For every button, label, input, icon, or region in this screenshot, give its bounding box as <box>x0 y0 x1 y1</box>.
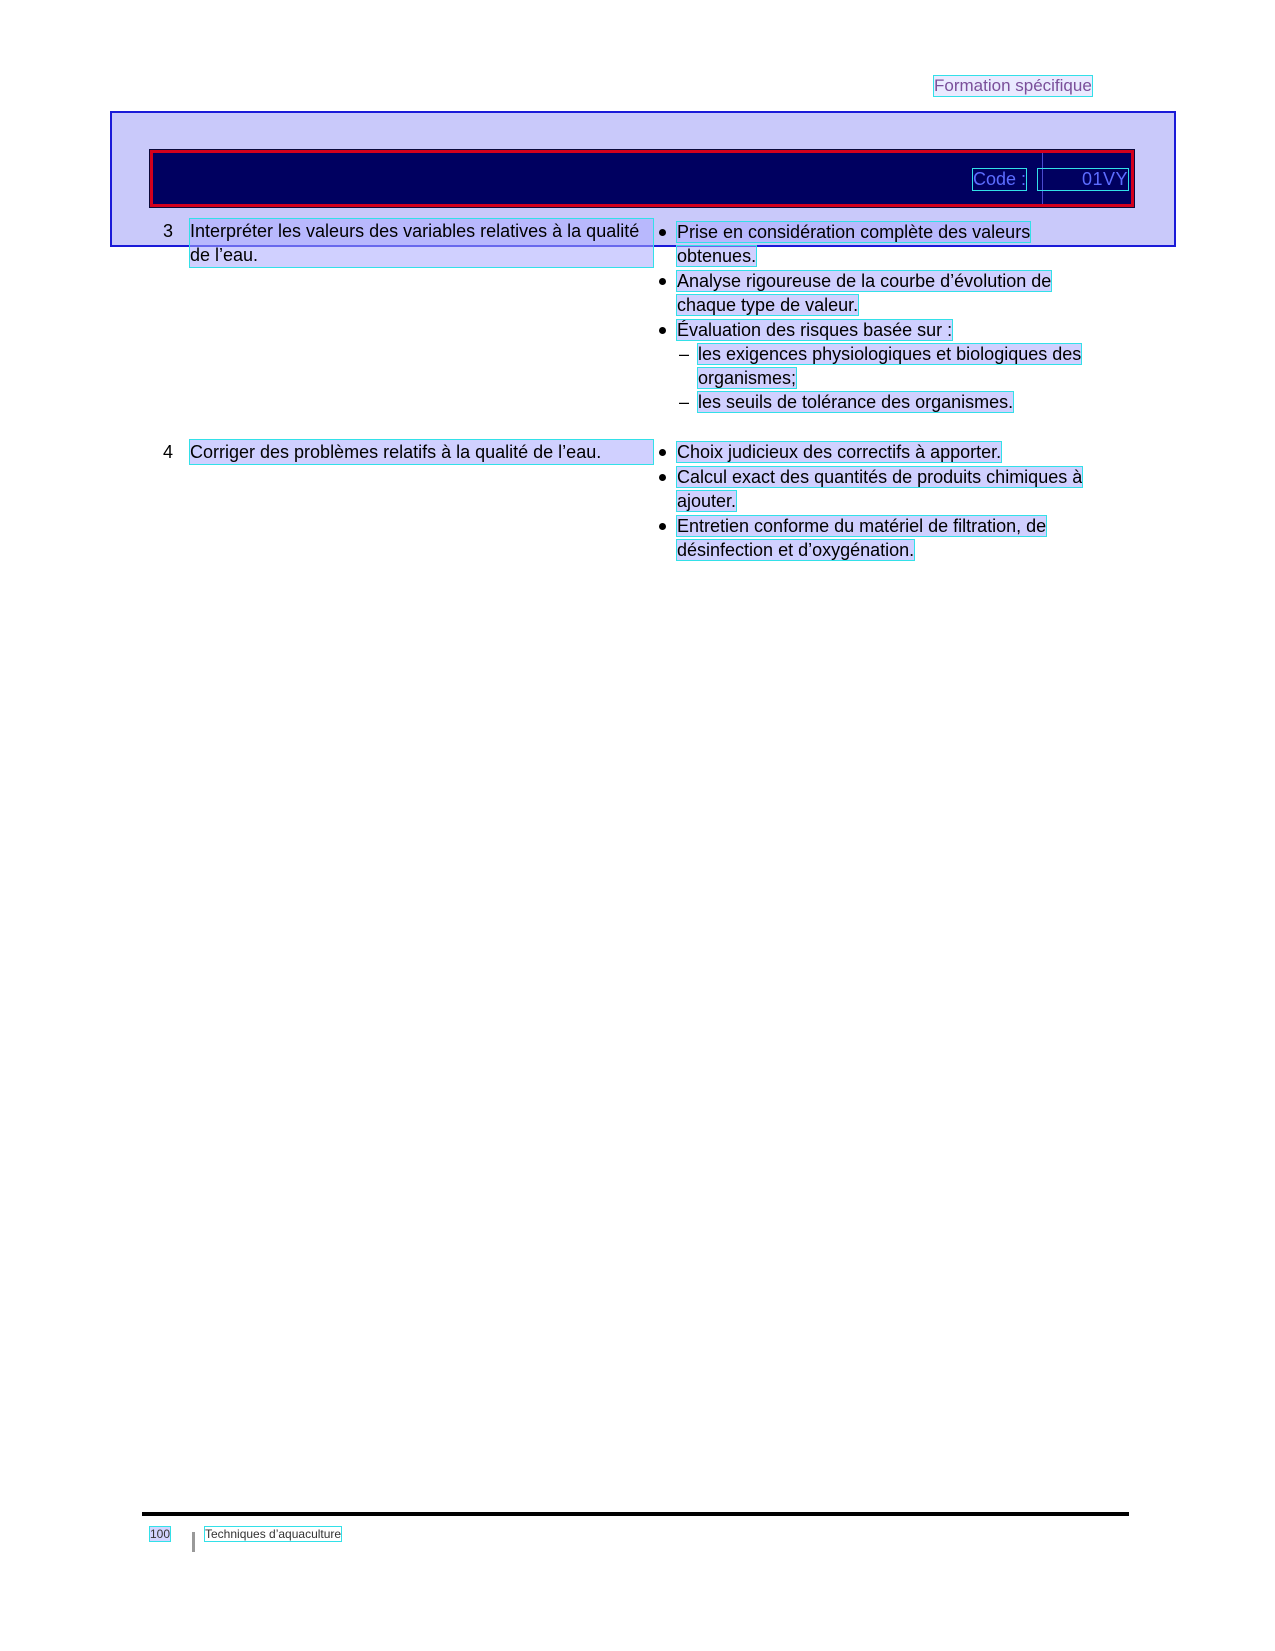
criterion-item <box>655 269 1105 317</box>
footer-rule <box>142 1512 1129 1516</box>
code-label: Code : <box>973 169 1027 189</box>
footer-tick <box>192 1532 195 1552</box>
element-4 <box>163 440 653 464</box>
sub-criterion-item <box>655 390 1105 414</box>
criteria-list-3 <box>655 220 1105 414</box>
criterion-item <box>655 220 1105 268</box>
dash-marker: – <box>679 344 690 364</box>
criterion-text: Calcul exact des quantités de produits chimiques à ajouter. <box>677 467 1083 511</box>
bullet-icon <box>659 474 666 481</box>
element-3 <box>163 219 653 267</box>
bullet-icon <box>659 327 666 334</box>
criterion-item <box>655 465 1105 513</box>
bullet-icon <box>659 278 666 285</box>
criterion-item <box>655 440 1105 464</box>
sub-criterion-text: les seuils de tolérance des organismes. <box>698 392 1014 412</box>
footer-document-title: Techniques d’aquaculture <box>205 1527 342 1541</box>
code-value: 01VY <box>1038 169 1128 190</box>
element-statement: Corriger des problèmes relatifs à la qualité de l’eau. <box>190 440 653 464</box>
criterion-text: Entretien conforme du matériel de filtration, de désinfection et d’oxygénation. <box>677 516 1047 560</box>
criterion-text: Choix judicieux des correctifs à apporter. <box>677 442 1002 462</box>
bullet-icon <box>659 229 666 236</box>
footer-page-number: 100 <box>150 1527 171 1541</box>
criterion-text: Analyse rigoureuse de la courbe d’évolution de chaque type de valeur. <box>677 271 1052 315</box>
code-bar <box>150 150 1134 207</box>
bullet-icon <box>659 449 666 456</box>
criterion-item <box>655 514 1105 562</box>
criterion-item <box>655 318 1105 342</box>
sub-criterion-item <box>655 342 1105 390</box>
criterion-text: Prise en considération complète des valeurs obtenues. <box>677 222 1031 266</box>
criterion-text: Évaluation des risques basée sur : <box>677 320 953 340</box>
dash-marker: – <box>679 392 690 412</box>
element-number: 3 <box>163 221 174 241</box>
element-statement: Interpréter les valeurs des variables relatives à la qualité de l’eau. <box>190 219 653 267</box>
running-header: Formation spécifique <box>934 76 1092 95</box>
bullet-icon <box>659 523 666 530</box>
element-number: 4 <box>163 442 174 462</box>
criteria-list-4 <box>655 440 1105 562</box>
sub-criterion-text: les exigences physiologiques et biologiques des organismes; <box>698 344 1082 388</box>
